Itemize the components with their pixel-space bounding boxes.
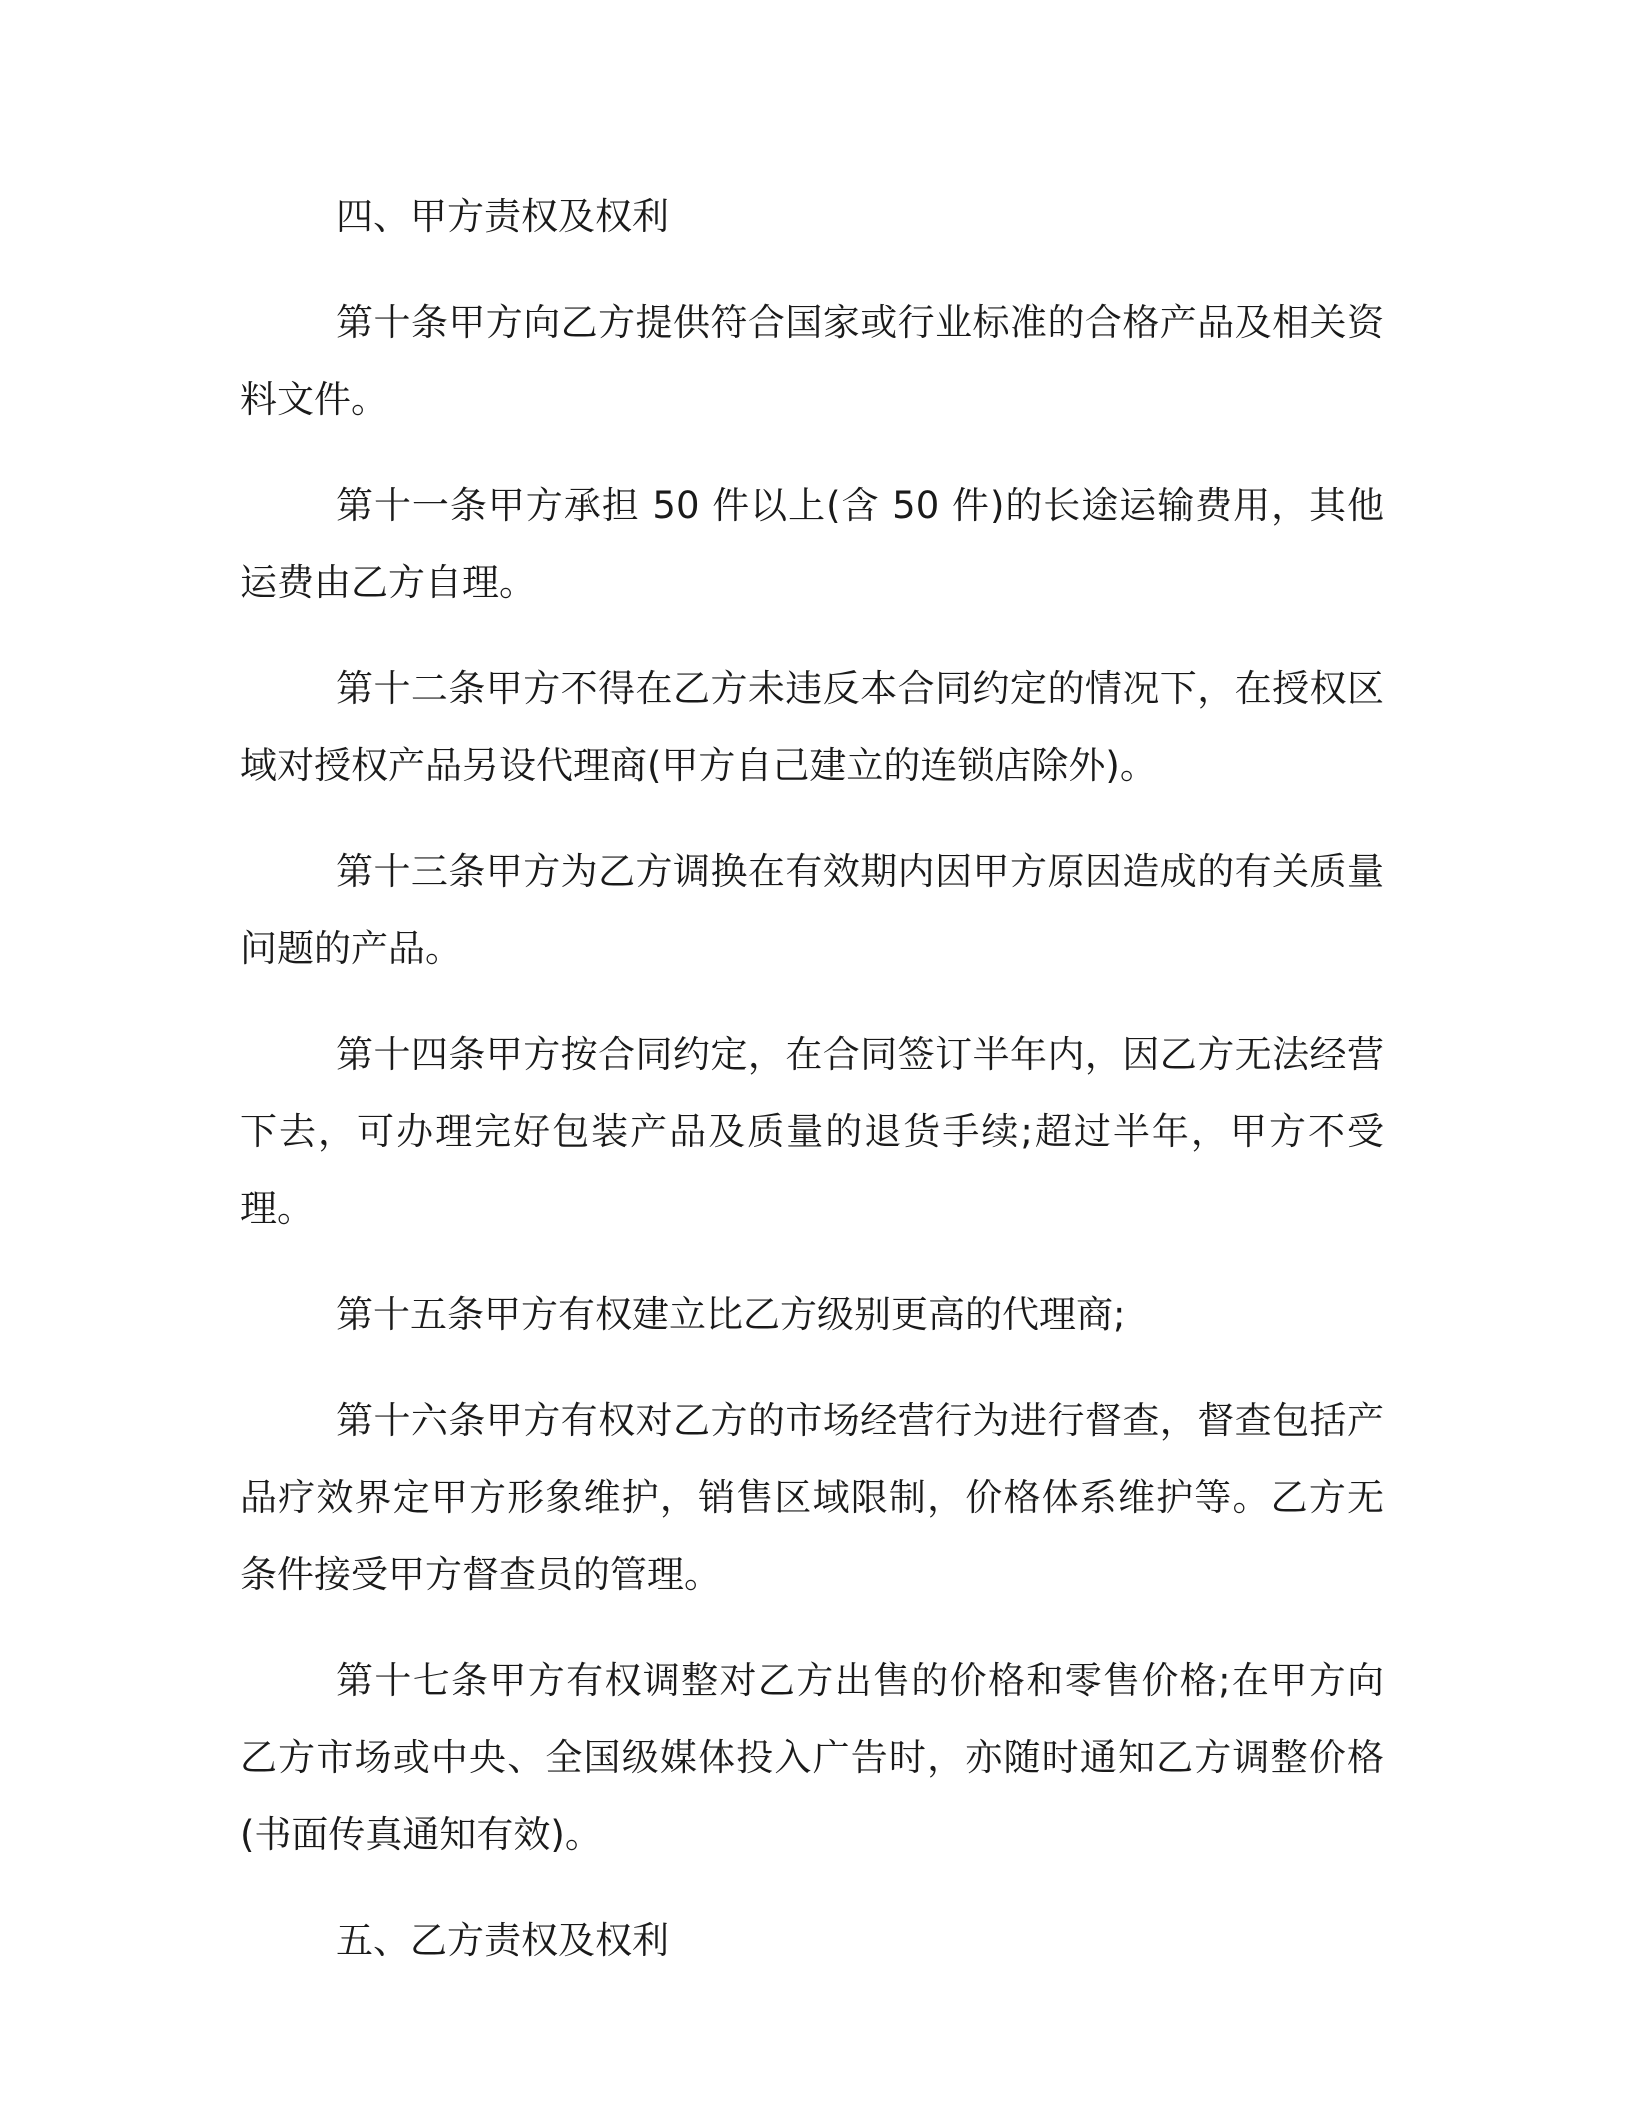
article-17: 第十七条甲方有权调整对乙方出售的价格和零售价格;在甲方向乙方市场或中央、全国级媒体投入广告时，亦随时通知乙方调整价格(书面传真通知有效)。 xyxy=(240,1659,1384,1856)
article-11: 第十一条甲方承担 50 件以上(含 50 件)的长途运输费用，其他运费由乙方自理。 xyxy=(240,484,1384,604)
article-16: 第十六条甲方有权对乙方的市场经营行为进行督查，督查包括产品疗效界定甲方形象维护，销售区域限制，价格体系维护等。乙方无条件接受甲方督查员的管理。 xyxy=(240,1399,1384,1596)
article-15: 第十五条甲方有权建立比乙方级别更高的代理商; xyxy=(336,1293,1126,1336)
section-heading-5: 五、乙方责权及权利 xyxy=(336,1919,669,1962)
article-10: 第十条甲方向乙方提供符合国家或行业标准的合格产品及相关资料文件。 xyxy=(240,301,1384,421)
article-12: 第十二条甲方不得在乙方未违反本合同约定的情况下，在授权区域对授权产品另设代理商(甲方自己建立的连锁店除外)。 xyxy=(240,667,1384,787)
article-14: 第十四条甲方按合同约定，在合同签订半年内，因乙方无法经营下去，可办理完好包装产品及质量的退货手续;超过半年，甲方不受理。 xyxy=(240,1033,1384,1230)
document-body xyxy=(240,178,1384,2008)
section-heading-4: 四、甲方责权及权利 xyxy=(336,195,669,238)
article-13: 第十三条甲方为乙方调换在有效期内因甲方原因造成的有关质量问题的产品。 xyxy=(240,850,1384,970)
